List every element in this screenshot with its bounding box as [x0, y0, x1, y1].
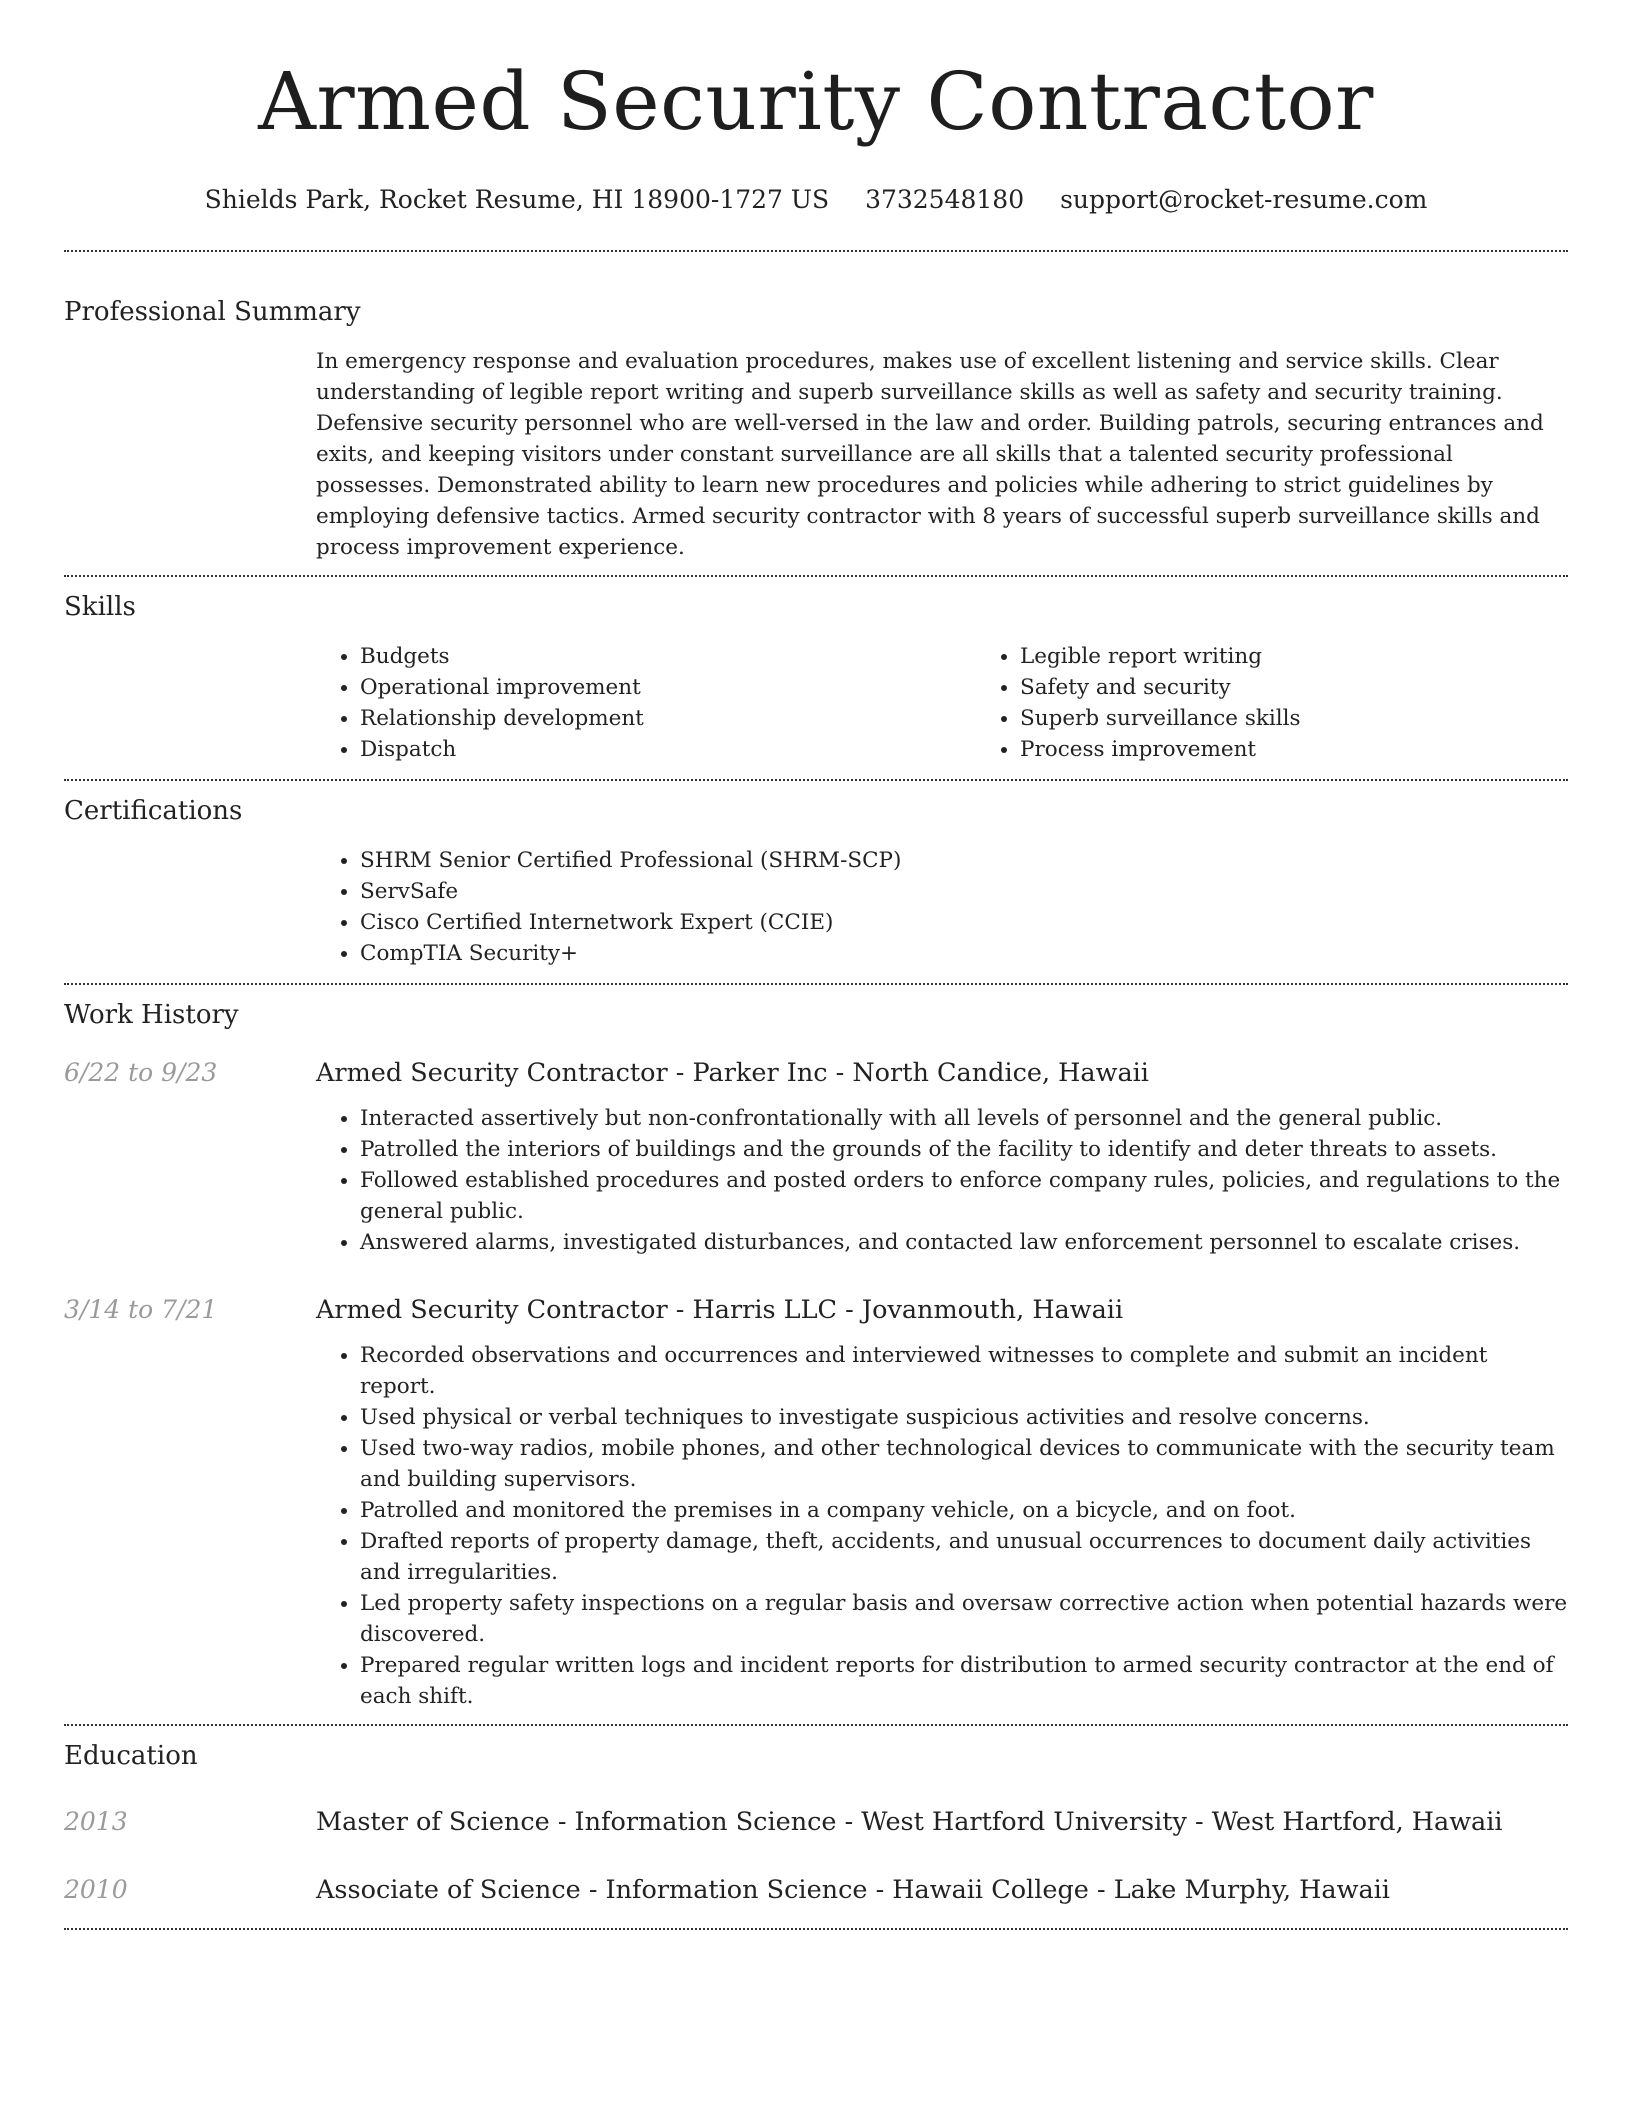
- section-title-work-history: Work History: [64, 1000, 239, 1030]
- work-history-section: [64, 985, 1568, 1724]
- skill-item: • Legible report writing: [1020, 641, 1632, 672]
- job-dates: 6/22 to 9/23: [64, 1058, 218, 1087]
- skill-item: • Budgets: [360, 641, 976, 672]
- job-header: [64, 1055, 1568, 1091]
- job-bullets: [316, 1091, 1568, 1258]
- job-bullet: • Used two-way radios, mobile phones, and other technological devices to communicate with the security team and building supervisors.: [360, 1433, 1568, 1495]
- education-degree: Associate of Science - Information Science - Hawaii College - Lake Murphy, Hawaii: [316, 1875, 1390, 1905]
- skill-item: • Dispatch: [360, 734, 976, 765]
- job-bullet: • Followed established procedures and posted orders to enforce company rules, policies, and regulations to the general public.: [360, 1165, 1568, 1227]
- job-entry: [64, 1258, 1568, 1724]
- certification-item: • Cisco Certified Internetwork Expert (CCIE): [360, 907, 1568, 938]
- job-bullet: • Patrolled the interiors of buildings and the grounds of the facility to identify and deter threats to assets.: [360, 1134, 1568, 1165]
- summary-text: In emergency response and evaluation procedures, makes use of excellent listening and service skills. Clear understanding of legible report writing and superb surveillance skills as well as safety and security training. Defensive security personnel who are well-versed in the law and order. Building patrols, securing entrances and exits, and keeping visitors under constant surveillance are all skills that a talented security professional possesses. Demonstrated ability to learn new procedures and policies while adhering to strict guidelines by employing defensive tactics. Armed security contractor with 8 years of successful superb surveillance skills and process improvement experience.: [316, 349, 1544, 560]
- education-year: 2010: [64, 1875, 128, 1904]
- job-header: [64, 1292, 1568, 1328]
- skills-columns: [316, 625, 1568, 779]
- section-title-skills: Skills: [64, 592, 136, 622]
- job-bullet: • Recorded observations and occurrences and interviewed witnesses to complete and submit an incident report.: [360, 1340, 1568, 1402]
- job-bullet: • Drafted reports of property damage, theft, accidents, and unusual occurrences to document daily activities and irregularities.: [360, 1526, 1568, 1588]
- job-heading: Armed Security Contractor - Harris LLC - Jovanmouth, Hawaii: [316, 1295, 1124, 1325]
- contact-line: [64, 182, 1568, 218]
- contact-phone: 3732548180: [865, 185, 1025, 214]
- job-bullet: • Prepared regular written logs and incident reports for distribution to armed security contractor at the end of each shift.: [360, 1650, 1568, 1712]
- contact-address: Shields Park, Rocket Resume, HI 18900-1727 US: [204, 185, 830, 214]
- education-year: 2013: [64, 1807, 128, 1836]
- skills-list-left: [316, 641, 976, 765]
- certifications-list: [316, 845, 1568, 969]
- contact-email: support@rocket-resume.com: [1060, 185, 1428, 214]
- certification-item: • SHRM Senior Certified Professional (SHRM-SCP): [360, 845, 1568, 876]
- certification-item: • CompTIA Security+: [360, 938, 1568, 969]
- skills-section: [64, 577, 1568, 779]
- summary-section: [64, 252, 1568, 575]
- job-bullet: • Led property safety inspections on a regular basis and oversaw corrective action when potential hazards were discovered.: [360, 1588, 1568, 1650]
- job-bullet: • Answered alarms, investigated disturbances, and contacted law enforcement personnel to escalate crises.: [360, 1227, 1568, 1258]
- education-entry: [64, 1774, 1568, 1840]
- education-degree: Master of Science - Information Science - West Hartford University - West Hartford, Hawaii: [316, 1807, 1503, 1837]
- certification-item: • ServSafe: [360, 876, 1568, 907]
- job-bullet: • Patrolled and monitored the premises in a company vehicle, on a bicycle, and on foot.: [360, 1495, 1568, 1526]
- job-dates: 3/14 to 7/21: [64, 1295, 218, 1324]
- skill-item: • Process improvement: [1020, 734, 1632, 765]
- section-title-education: Education: [64, 1741, 198, 1771]
- job-heading: Armed Security Contractor - Parker Inc - North Candice, Hawaii: [316, 1058, 1149, 1088]
- skill-item: • Safety and security: [1020, 672, 1632, 703]
- certifications-content: [316, 829, 1568, 983]
- skills-list-right: [976, 641, 1632, 765]
- skill-item: • Superb surveillance skills: [1020, 703, 1632, 734]
- job-bullets: [316, 1328, 1568, 1712]
- resume-name: Armed Security Contractor: [258, 55, 1374, 148]
- divider: [64, 1928, 1568, 1930]
- skill-item: • Operational improvement: [360, 672, 976, 703]
- certifications-section: [64, 781, 1568, 983]
- section-title-certifications: Certifications: [64, 796, 243, 826]
- education-section: [64, 1726, 1568, 1928]
- skill-item: • Relationship development: [360, 703, 976, 734]
- job-entry: [64, 1033, 1568, 1258]
- education-entry: [64, 1840, 1568, 1928]
- section-title-summary: Professional Summary: [64, 297, 361, 327]
- job-bullet: • Interacted assertively but non-confrontationally with all levels of personnel and the general public.: [360, 1103, 1568, 1134]
- job-bullet: • Used physical or verbal techniques to investigate suspicious activities and resolve concerns.: [360, 1402, 1568, 1433]
